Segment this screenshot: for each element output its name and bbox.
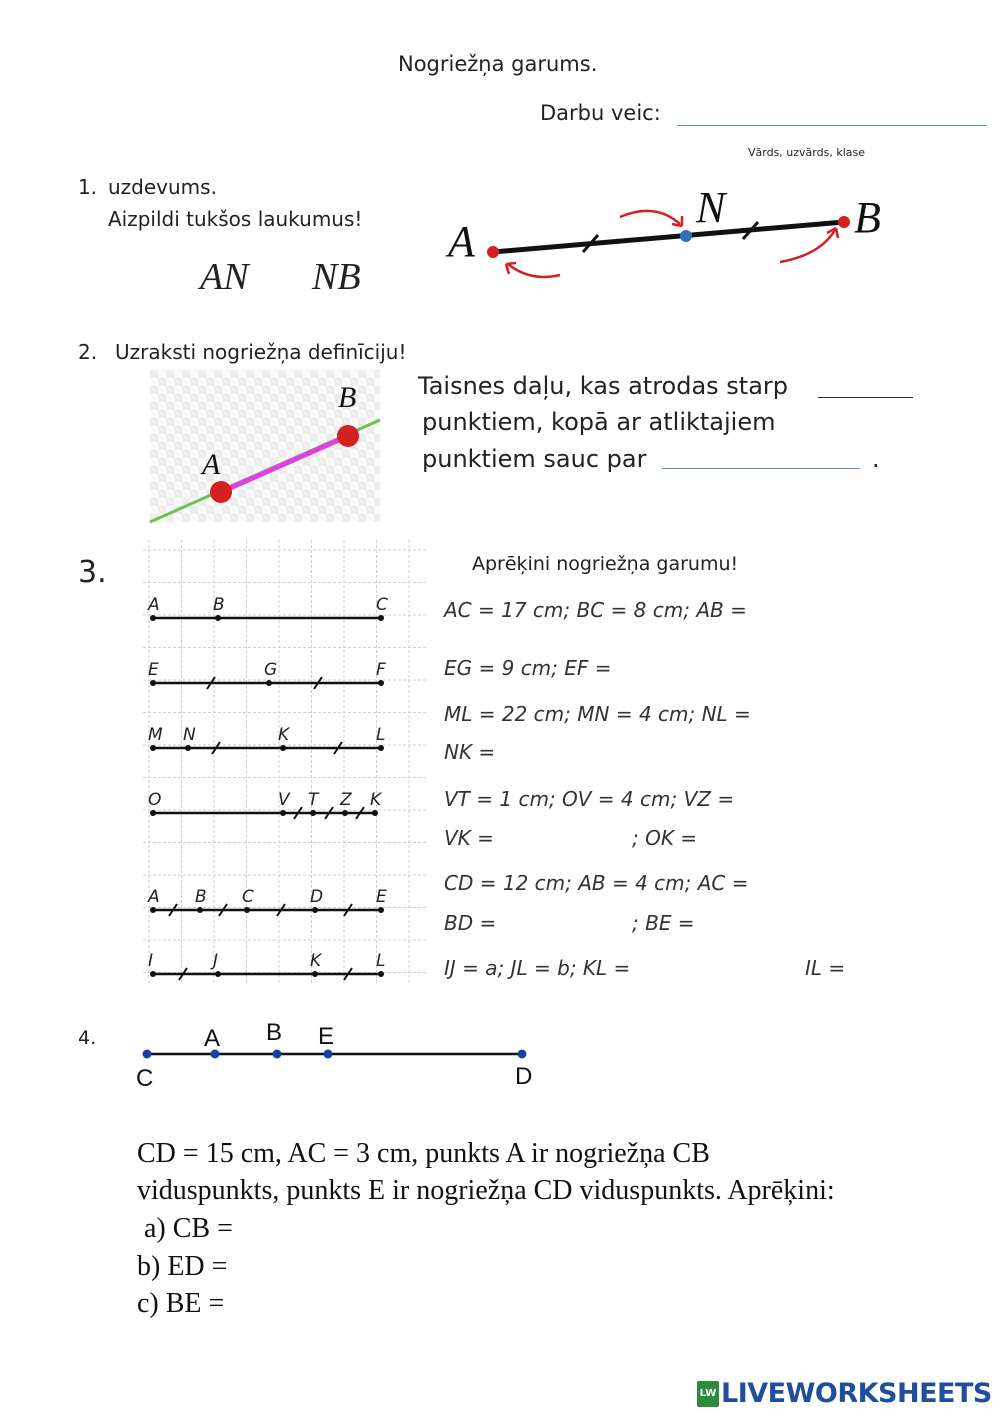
worker-name-input[interactable] xyxy=(677,125,987,126)
segment-point xyxy=(215,971,221,977)
task4-question-a[interactable]: a) CB = xyxy=(137,1213,233,1244)
segment-point-label: K xyxy=(310,951,322,971)
segment-point-label: N xyxy=(183,725,196,745)
task3-row-vz[interactable]: VT = 1 cm; OV = 4 cm; VZ = xyxy=(444,787,735,811)
task3-row-kl[interactable]: IJ = a; JL = b; KL = xyxy=(444,956,631,980)
segment-point xyxy=(150,615,156,621)
point-b-dot xyxy=(838,216,850,228)
brand-name: LIVEWORKSHEETS xyxy=(721,1378,992,1409)
segment-point xyxy=(378,907,384,913)
task4-question-c[interactable]: c) BE = xyxy=(137,1288,225,1319)
page-title: Nogriežņa garums. xyxy=(398,52,598,76)
segment-point-label: C xyxy=(242,887,254,907)
task3-row-ac[interactable]: CD = 12 cm; AB = 4 cm; AC = xyxy=(444,871,749,895)
task3-row-nl[interactable]: ML = 22 cm; MN = 4 cm; NL = xyxy=(444,702,751,726)
task3-row-ef[interactable]: EG = 9 cm; EF = xyxy=(444,656,612,680)
segment-point-label: Z xyxy=(340,790,352,810)
task2-number: 2. xyxy=(78,340,98,364)
task3-row-il[interactable]: IL = xyxy=(805,956,846,980)
segment-point xyxy=(266,680,272,686)
segment-point-label: V xyxy=(278,790,290,810)
point-e-dot xyxy=(324,1050,333,1059)
brand-badge-icon: LW xyxy=(697,1381,719,1407)
point-b-label: B xyxy=(338,381,357,414)
segment-point xyxy=(197,907,203,913)
point-c-label: C xyxy=(136,1065,154,1092)
point-a-dot xyxy=(487,246,499,258)
task3-row-ab[interactable]: AC = 17 cm; BC = 8 cm; AB = xyxy=(444,598,747,622)
segment-point-label: G xyxy=(264,660,278,680)
segment-point xyxy=(150,745,156,751)
task3-grid-figure xyxy=(143,540,428,985)
point-a-label: A xyxy=(204,1025,221,1052)
segment-point xyxy=(312,971,318,977)
task1-figure xyxy=(440,180,900,295)
segment-point-label: C xyxy=(376,595,388,615)
segment-point xyxy=(150,907,156,913)
segment-point-label: L xyxy=(376,725,386,745)
segment-point xyxy=(215,615,221,621)
task1-instruction: Aizpildi tukšos laukumus! xyxy=(108,207,363,231)
segment-point xyxy=(150,680,156,686)
worker-label: Darbu veic: xyxy=(540,101,661,125)
segment-point-label: L xyxy=(376,951,386,971)
segment-point-label: D xyxy=(310,887,324,907)
segment-point-label: B xyxy=(195,887,207,907)
segment-point xyxy=(244,907,250,913)
arrow-to-a xyxy=(508,264,560,277)
definition-line-1: Taisnes daļu, kas atrodas starp xyxy=(418,372,789,400)
task3-row-ok[interactable]: ; OK = xyxy=(632,826,698,850)
segment-point-label: A xyxy=(148,887,160,907)
definition-line-3: punktiem sauc par xyxy=(422,445,647,473)
definition-blank-1[interactable] xyxy=(818,397,913,398)
task1-title: uzdevums. xyxy=(108,175,217,199)
task2-figure xyxy=(150,370,380,522)
arrow-to-b xyxy=(780,230,835,262)
segment-point xyxy=(280,810,286,816)
task3-number: 3. xyxy=(78,555,107,590)
segment-point-label: E xyxy=(376,887,387,907)
point-a-label: A xyxy=(448,217,475,266)
brand-logo[interactable] xyxy=(697,1378,992,1410)
definition-blank-2[interactable] xyxy=(662,468,860,469)
point-b-label: B xyxy=(266,1019,283,1046)
segment-point-label: T xyxy=(308,790,319,810)
segment-point-label: I xyxy=(148,951,154,971)
segment-point-label: B xyxy=(213,595,225,615)
segment-point xyxy=(378,745,384,751)
segment-point-label: A xyxy=(148,595,160,615)
segment-point xyxy=(378,971,384,977)
task1-number: 1. xyxy=(78,175,98,199)
point-b-dot xyxy=(273,1050,282,1059)
task4-number: 4. xyxy=(78,1027,97,1049)
point-d-dot xyxy=(518,1050,527,1059)
segment-point xyxy=(312,907,318,913)
task3-row-be[interactable]: ; BE = xyxy=(632,911,695,935)
arrow-to-n xyxy=(620,211,680,224)
segment-point xyxy=(378,680,384,686)
segment-point xyxy=(378,615,384,621)
segment-point-label: K xyxy=(278,725,290,745)
worker-hint: Vārds, uzvārds, klase xyxy=(748,146,865,159)
task3-row-nk[interactable]: NK = xyxy=(444,740,496,764)
segment-point xyxy=(150,810,156,816)
task4-text-line-2: viduspunkts, punkts E ir nogriežņa CD viduspunkts. Aprēķini: xyxy=(137,1175,835,1206)
definition-line-2: punktiem, kopā ar atliktajiem xyxy=(422,408,776,436)
segment-point xyxy=(150,971,156,977)
point-b-ball xyxy=(337,425,359,447)
task3-row-bd[interactable]: BD = xyxy=(444,911,497,935)
nb-field-label[interactable]: NB xyxy=(312,256,361,298)
segment-point-label: J xyxy=(213,951,219,971)
task3-heading: Aprēķini nogriežņa garumu! xyxy=(472,553,739,575)
definition-end-mark: . xyxy=(872,445,880,473)
task2-title: Uzraksti nogriežņa definīciju! xyxy=(115,340,407,364)
point-a-label: A xyxy=(202,448,221,481)
segment-point xyxy=(280,745,286,751)
task3-row-vk[interactable]: VK = xyxy=(444,826,494,850)
segment-point-label: K xyxy=(370,790,382,810)
point-e-label: E xyxy=(318,1023,335,1050)
segment-point-label: F xyxy=(376,660,386,680)
point-a-ball xyxy=(210,481,232,503)
segment-ab xyxy=(493,222,844,252)
task4-question-b[interactable]: b) ED = xyxy=(137,1251,228,1282)
point-d-label: D xyxy=(515,1063,533,1090)
an-field-label[interactable]: AN xyxy=(200,256,249,298)
task4-figure xyxy=(130,1010,550,1090)
segment-point-label: M xyxy=(148,725,163,745)
segment-point xyxy=(310,810,316,816)
segment-point xyxy=(372,810,378,816)
point-n-dot xyxy=(680,230,692,242)
segment-point xyxy=(185,745,191,751)
point-b-label: B xyxy=(854,193,881,242)
point-n-label: N xyxy=(696,183,726,232)
point-c-dot xyxy=(143,1050,152,1059)
segment-point xyxy=(342,810,348,816)
task4-text-line-1: CD = 15 cm, AC = 3 cm, punkts A ir nogriežņa CB xyxy=(137,1138,710,1169)
segment-point-label: O xyxy=(148,790,162,810)
segment-point-label: E xyxy=(148,660,159,680)
